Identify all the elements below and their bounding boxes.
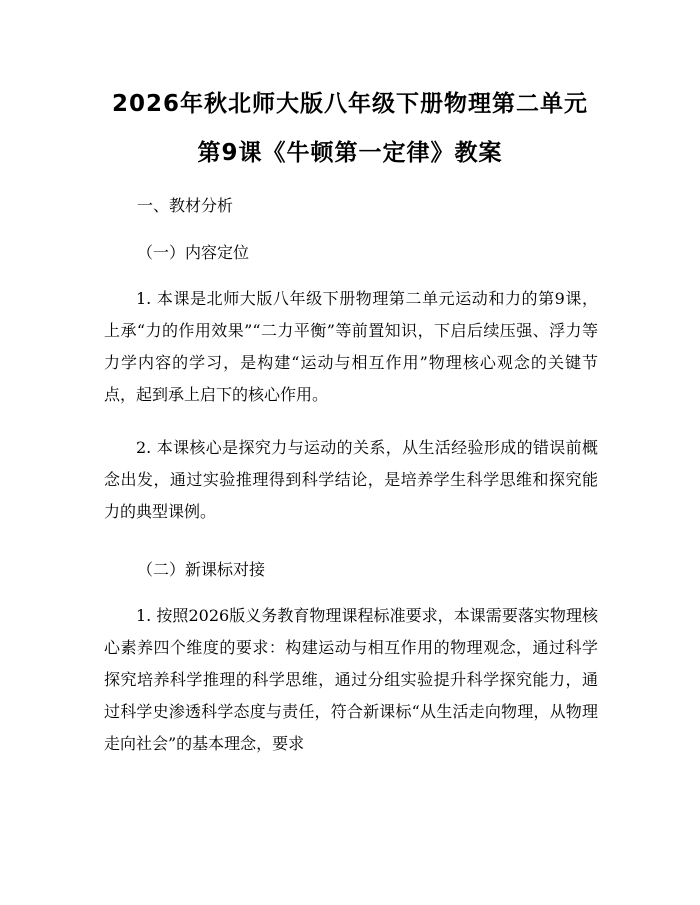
document-title-line2: 第9课《牛顿第一定律》教案 bbox=[197, 140, 503, 166]
subsection-heading-curriculum-standard: （二）新课标对接 bbox=[137, 560, 266, 579]
paragraph-content-positioning-1: 1. 本课是北师大版八年级下册物理第二单元运动和力的第9课，上承“力的作用效果”“二力平衡”等前置知识，下启后续压强、浮力等力学内容的学习，是构建“运动与相互作用”物理核心观念的关键节点，起到承上启下的核心作用。 bbox=[104, 289, 598, 404]
paragraph-content-positioning-2: 2. 本课核心是探究力与运动的关系，从生活经验形成的错误前概念出发，通过实验推理得到科学结论，是培养学生科学思维和探究能力的典型课例。 bbox=[104, 438, 598, 521]
document-title-line1: 2026年秋北师大版八年级下册物理第二单元 bbox=[111, 91, 588, 117]
subsection-heading-content-positioning: （一）内容定位 bbox=[137, 243, 250, 262]
section-heading-textbook-analysis: 一、教材分析 bbox=[137, 196, 234, 215]
paragraph-curriculum-standard-1: 1. 按照2026版义务教育物理课程标准要求，本课需要落实物理核心素养四个维度的要求：构建运动与相互作用的物理观念，通过科学探究培养科学推理的科学思维，通过分组实验提升科学探究能力，通过科学史渗透科学态度与责任，符合新课标“从生活走向物理，从物理走向社会”的基本理念，要求 bbox=[104, 606, 598, 753]
